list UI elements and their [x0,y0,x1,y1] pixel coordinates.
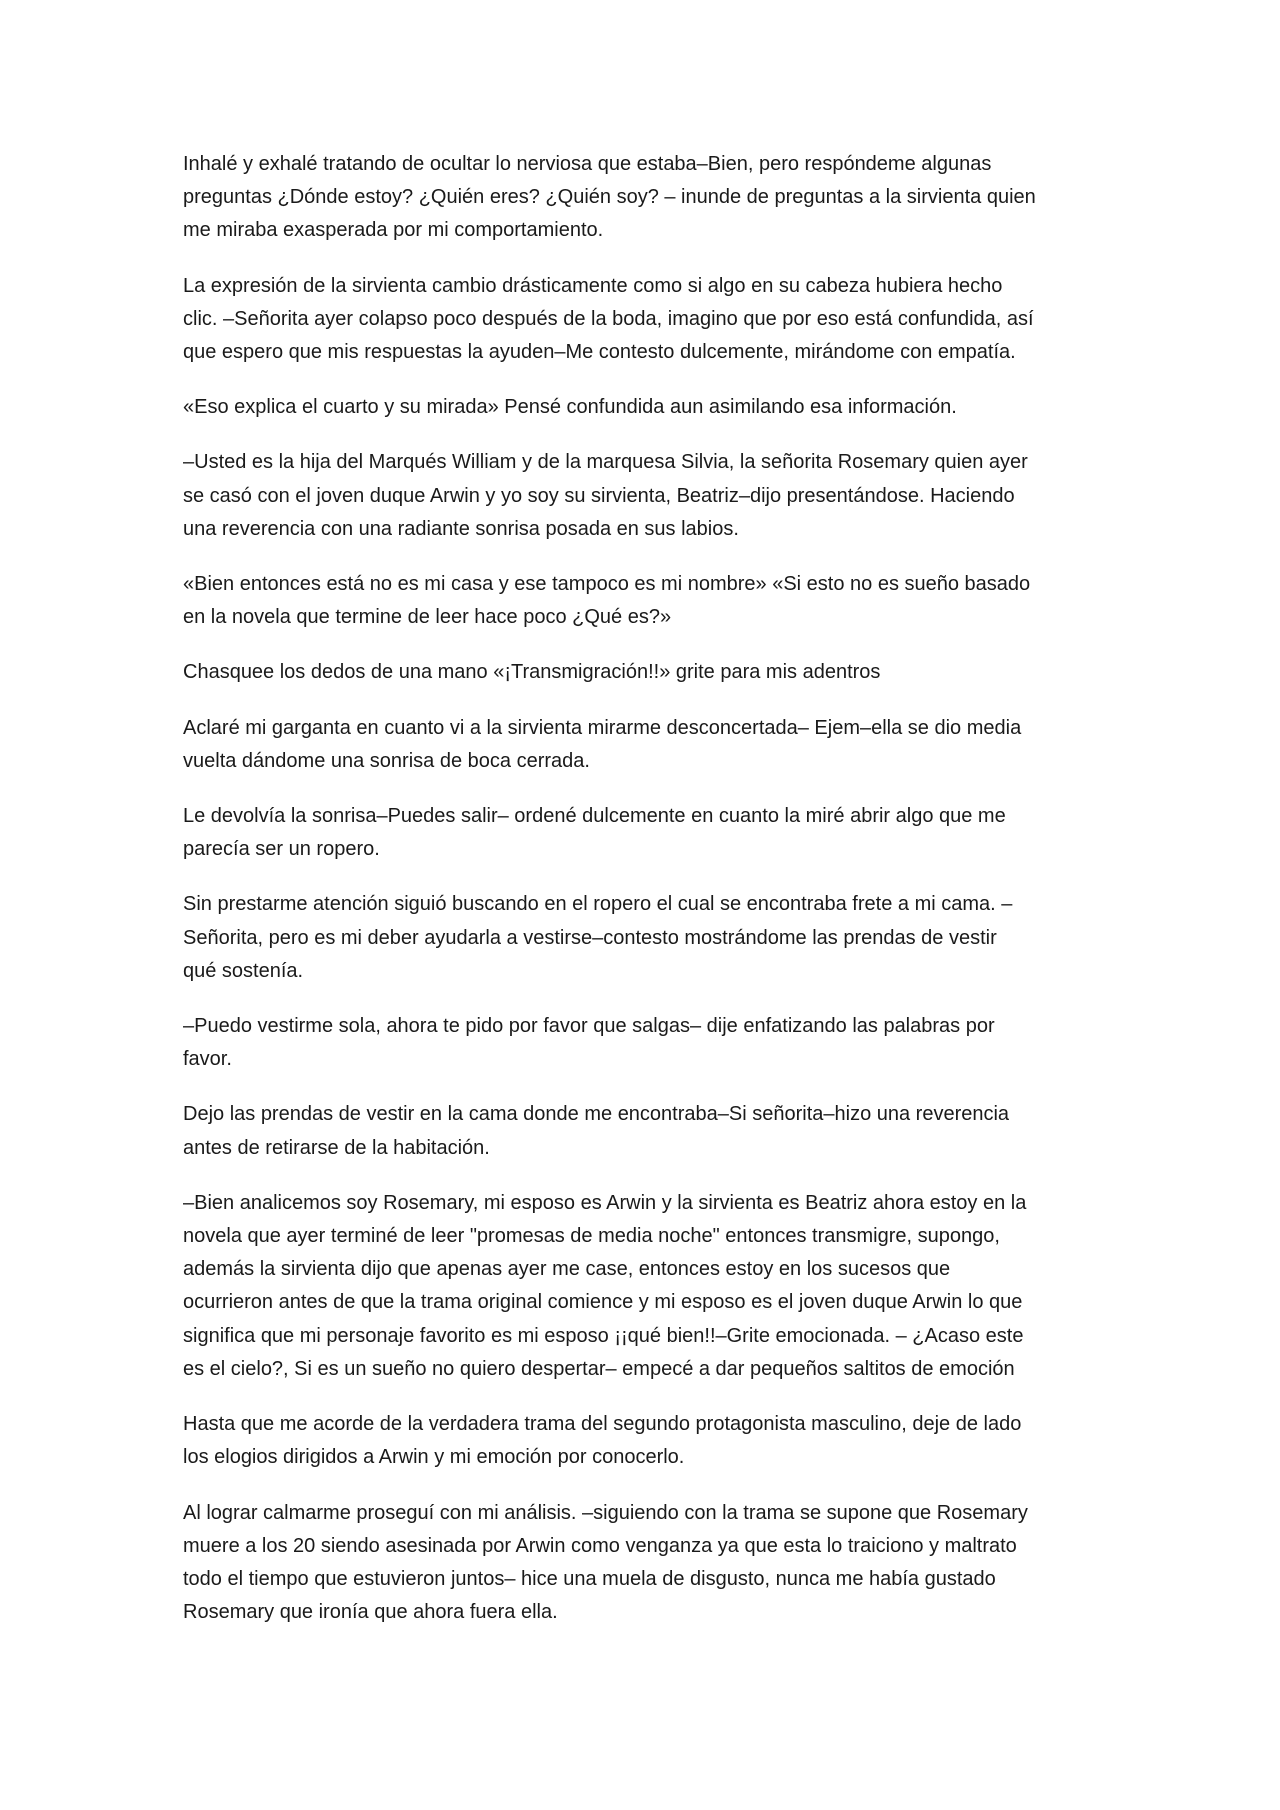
paragraph-4: –Usted es la hija del Marqués William y de la marquesa Silvia, la señorita Rosemary quien ayer se casó con el joven duque Arwin y yo soy su sirvienta, Beatriz–dijo presentándose. Haciendo una reverencia con una radiante sonrisa posada en sus labios. [183,451,1028,540]
paragraph-14: Al lograr calmarme proseguí con mi análisis. –siguiendo con la trama se supone que Rosemary muere a los 20 siendo asesinada por Arwin como venganza ya que esta lo traiciono y maltrato todo el tiempo que estuvieron juntos– hice una muela de disgusto, nunca me había gustado Rosemary que ironía que ahora fuera ella. [183,1501,1028,1624]
document-page [183,148,1103,1651]
paragraph-8: Le devolvía la sonrisa–Puedes salir– ordené dulcemente en cuanto la miré abrir algo que me parecía ser un ropero. [183,805,1006,861]
paragraph-2: La expresión de la sirvienta cambio drásticamente como si algo en su cabeza hubiera hecho clic. –Señorita ayer colapso poco después de la boda, imagino que por eso está confundida, así que espero que mis respuestas la ayuden–Me contesto dulcemente, mirándome con empatía. [183,274,1034,364]
paragraph-3: «Eso explica el cuarto y su mirada» Pensé confundida aun asimilando esa información. [183,396,957,419]
paragraph-9: Sin prestarme atención siguió buscando en el ropero el cual se encontraba frete a mi cama. – Señorita, pero es mi deber ayudarla a vestirse–contesto mostrándome las prendas de vestir qué sostenía. [183,893,1013,982]
paragraph-11: Dejo las prendas de vestir en la cama donde me encontraba–Si señorita–hizo una reverencia antes de retirarse de la habitación. [183,1103,1010,1159]
paragraph-5: «Bien entonces está no es mi casa y ese tampoco es mi nombre» «Si esto no es sueño basado en la novela que termine de leer hace poco ¿Qué es?» [183,573,1031,629]
paragraph-7: Aclaré mi garganta en cuanto vi a la sirvienta mirarme desconcertada– Ejem–ella se dio media vuelta dándome una sonrisa de boca cerrada. [183,716,1022,772]
paragraph-10: –Puedo vestirme sola, ahora te pido por favor que salgas– dije enfatizando las palabras por favor. [183,1015,995,1071]
paragraph-1: Inhalé y exhalé tratando de ocultar lo nerviosa que estaba–Bien, pero respóndeme algunas preguntas ¿Dónde estoy? ¿Quién eres? ¿Quién soy? – inunde de preguntas a la sirvienta quien me miraba exasperada por mi comportamiento. [183,153,1036,242]
paragraph-13: Hasta que me acorde de la verdadera trama del segundo protagonista masculino, deje de lado los elogios dirigidos a Arwin y mi emoción por conocerlo. [183,1413,1022,1469]
paragraph-12: –Bien analicemos soy Rosemary, mi esposo es Arwin y la sirvienta es Beatriz ahora estoy en la novela que ayer terminé de leer "promesas de media noche" entonces transmigre, supongo, además la sirvienta dijo que apenas ayer me case, entonces estoy en los sucesos que ocurrieron antes de que la trama original comience y mi esposo es el joven duque Arwin lo que significa que mi personaje favorito es mi esposo ¡¡qué bien!!–Grite emocionada. – ¿Acaso este es el cielo?, Si es un sueño no quiero despertar– empecé a dar pequeños saltitos de emoción [183,1191,1027,1380]
paragraph-6: Chasquee los dedos de una mano «¡Transmigración!!» grite para mis adentros [183,661,881,684]
